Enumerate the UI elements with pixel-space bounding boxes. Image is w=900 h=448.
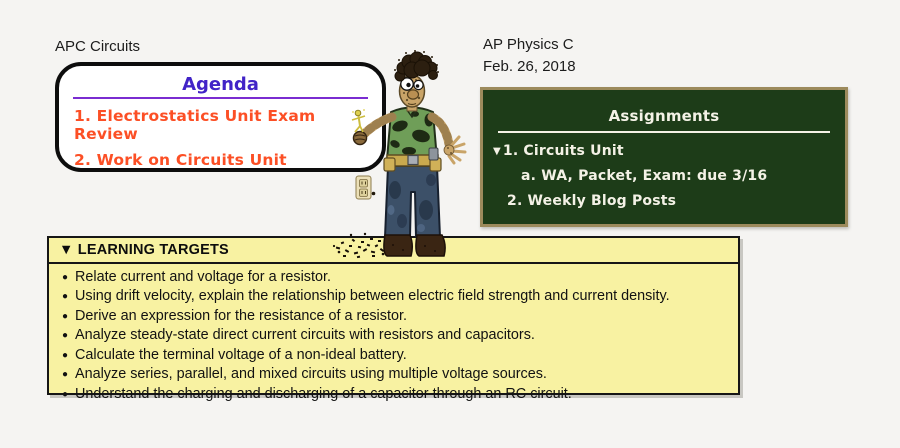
page-title: APC Circuits bbox=[55, 38, 141, 55]
agenda-title: Agenda bbox=[182, 74, 259, 95]
target-text: Understand the charging and discharging of a capacitor through an RC circuit. bbox=[75, 385, 572, 402]
electrician-cartoon bbox=[325, 40, 475, 265]
wall-outlet-icon bbox=[356, 176, 375, 199]
bullet-icon: ● bbox=[62, 369, 69, 380]
bullet-icon: ● bbox=[62, 349, 69, 361]
assignments-divider bbox=[498, 131, 830, 133]
target-text: Analyze steady-state direct current circuits with resistors and capacitors. bbox=[75, 327, 535, 343]
assignment-text: 1. Circuits Unit bbox=[502, 142, 624, 159]
agenda-item: 1. Electrostatics Unit Exam Review bbox=[74, 107, 316, 143]
spark-figurine-icon bbox=[352, 109, 365, 132]
boots-icon bbox=[384, 235, 445, 256]
agenda-divider bbox=[73, 97, 368, 99]
target-item bbox=[62, 287, 730, 307]
target-item bbox=[62, 346, 730, 366]
target-item bbox=[62, 365, 730, 385]
character-hair bbox=[394, 50, 439, 81]
bullet-icon: ● bbox=[62, 291, 69, 302]
assignments-title: Assignments bbox=[608, 107, 720, 125]
target-item bbox=[62, 268, 730, 288]
bullet-icon: ● bbox=[62, 388, 69, 400]
nose bbox=[408, 90, 419, 99]
assignments-board bbox=[480, 87, 848, 227]
assignment-text: a. WA, Packet, Exam: due 3/16 bbox=[521, 167, 768, 184]
assignment-item bbox=[493, 143, 845, 159]
learning-targets-list bbox=[49, 268, 738, 405]
target-text: Derive an expression for the resistance of a resistor. bbox=[75, 307, 407, 324]
assignment-text: 2. Weekly Blog Posts bbox=[507, 192, 677, 209]
target-item bbox=[62, 326, 730, 346]
assignment-item bbox=[507, 193, 845, 209]
agenda-item: 2. Work on Circuits Unit bbox=[74, 151, 287, 169]
date-label: Feb. 26, 2018 bbox=[483, 58, 576, 75]
learning-targets-header: ▼ LEARNING TARGETS bbox=[59, 242, 229, 258]
target-text: Relate current and voltage for a resistor. bbox=[75, 268, 331, 285]
target-text: Using drift velocity, explain the relationship between electric field strength and current density. bbox=[75, 288, 670, 304]
target-text: Analyze series, parallel, and mixed circuits using multiple voltage sources. bbox=[75, 366, 547, 382]
collapse-triangle-icon: ▼ bbox=[493, 145, 501, 157]
target-text: Calculate the terminal voltage of a non-ideal battery. bbox=[75, 346, 407, 363]
assignment-item bbox=[521, 168, 845, 184]
fist bbox=[354, 132, 367, 145]
debris-icon bbox=[333, 233, 387, 258]
target-item bbox=[62, 385, 730, 405]
course-label: AP Physics C bbox=[483, 36, 574, 53]
bullet-icon: ● bbox=[62, 330, 69, 341]
target-item bbox=[62, 307, 730, 327]
character-legs bbox=[385, 166, 440, 237]
bullet-icon: ● bbox=[62, 271, 69, 283]
bullet-icon: ● bbox=[62, 310, 69, 322]
